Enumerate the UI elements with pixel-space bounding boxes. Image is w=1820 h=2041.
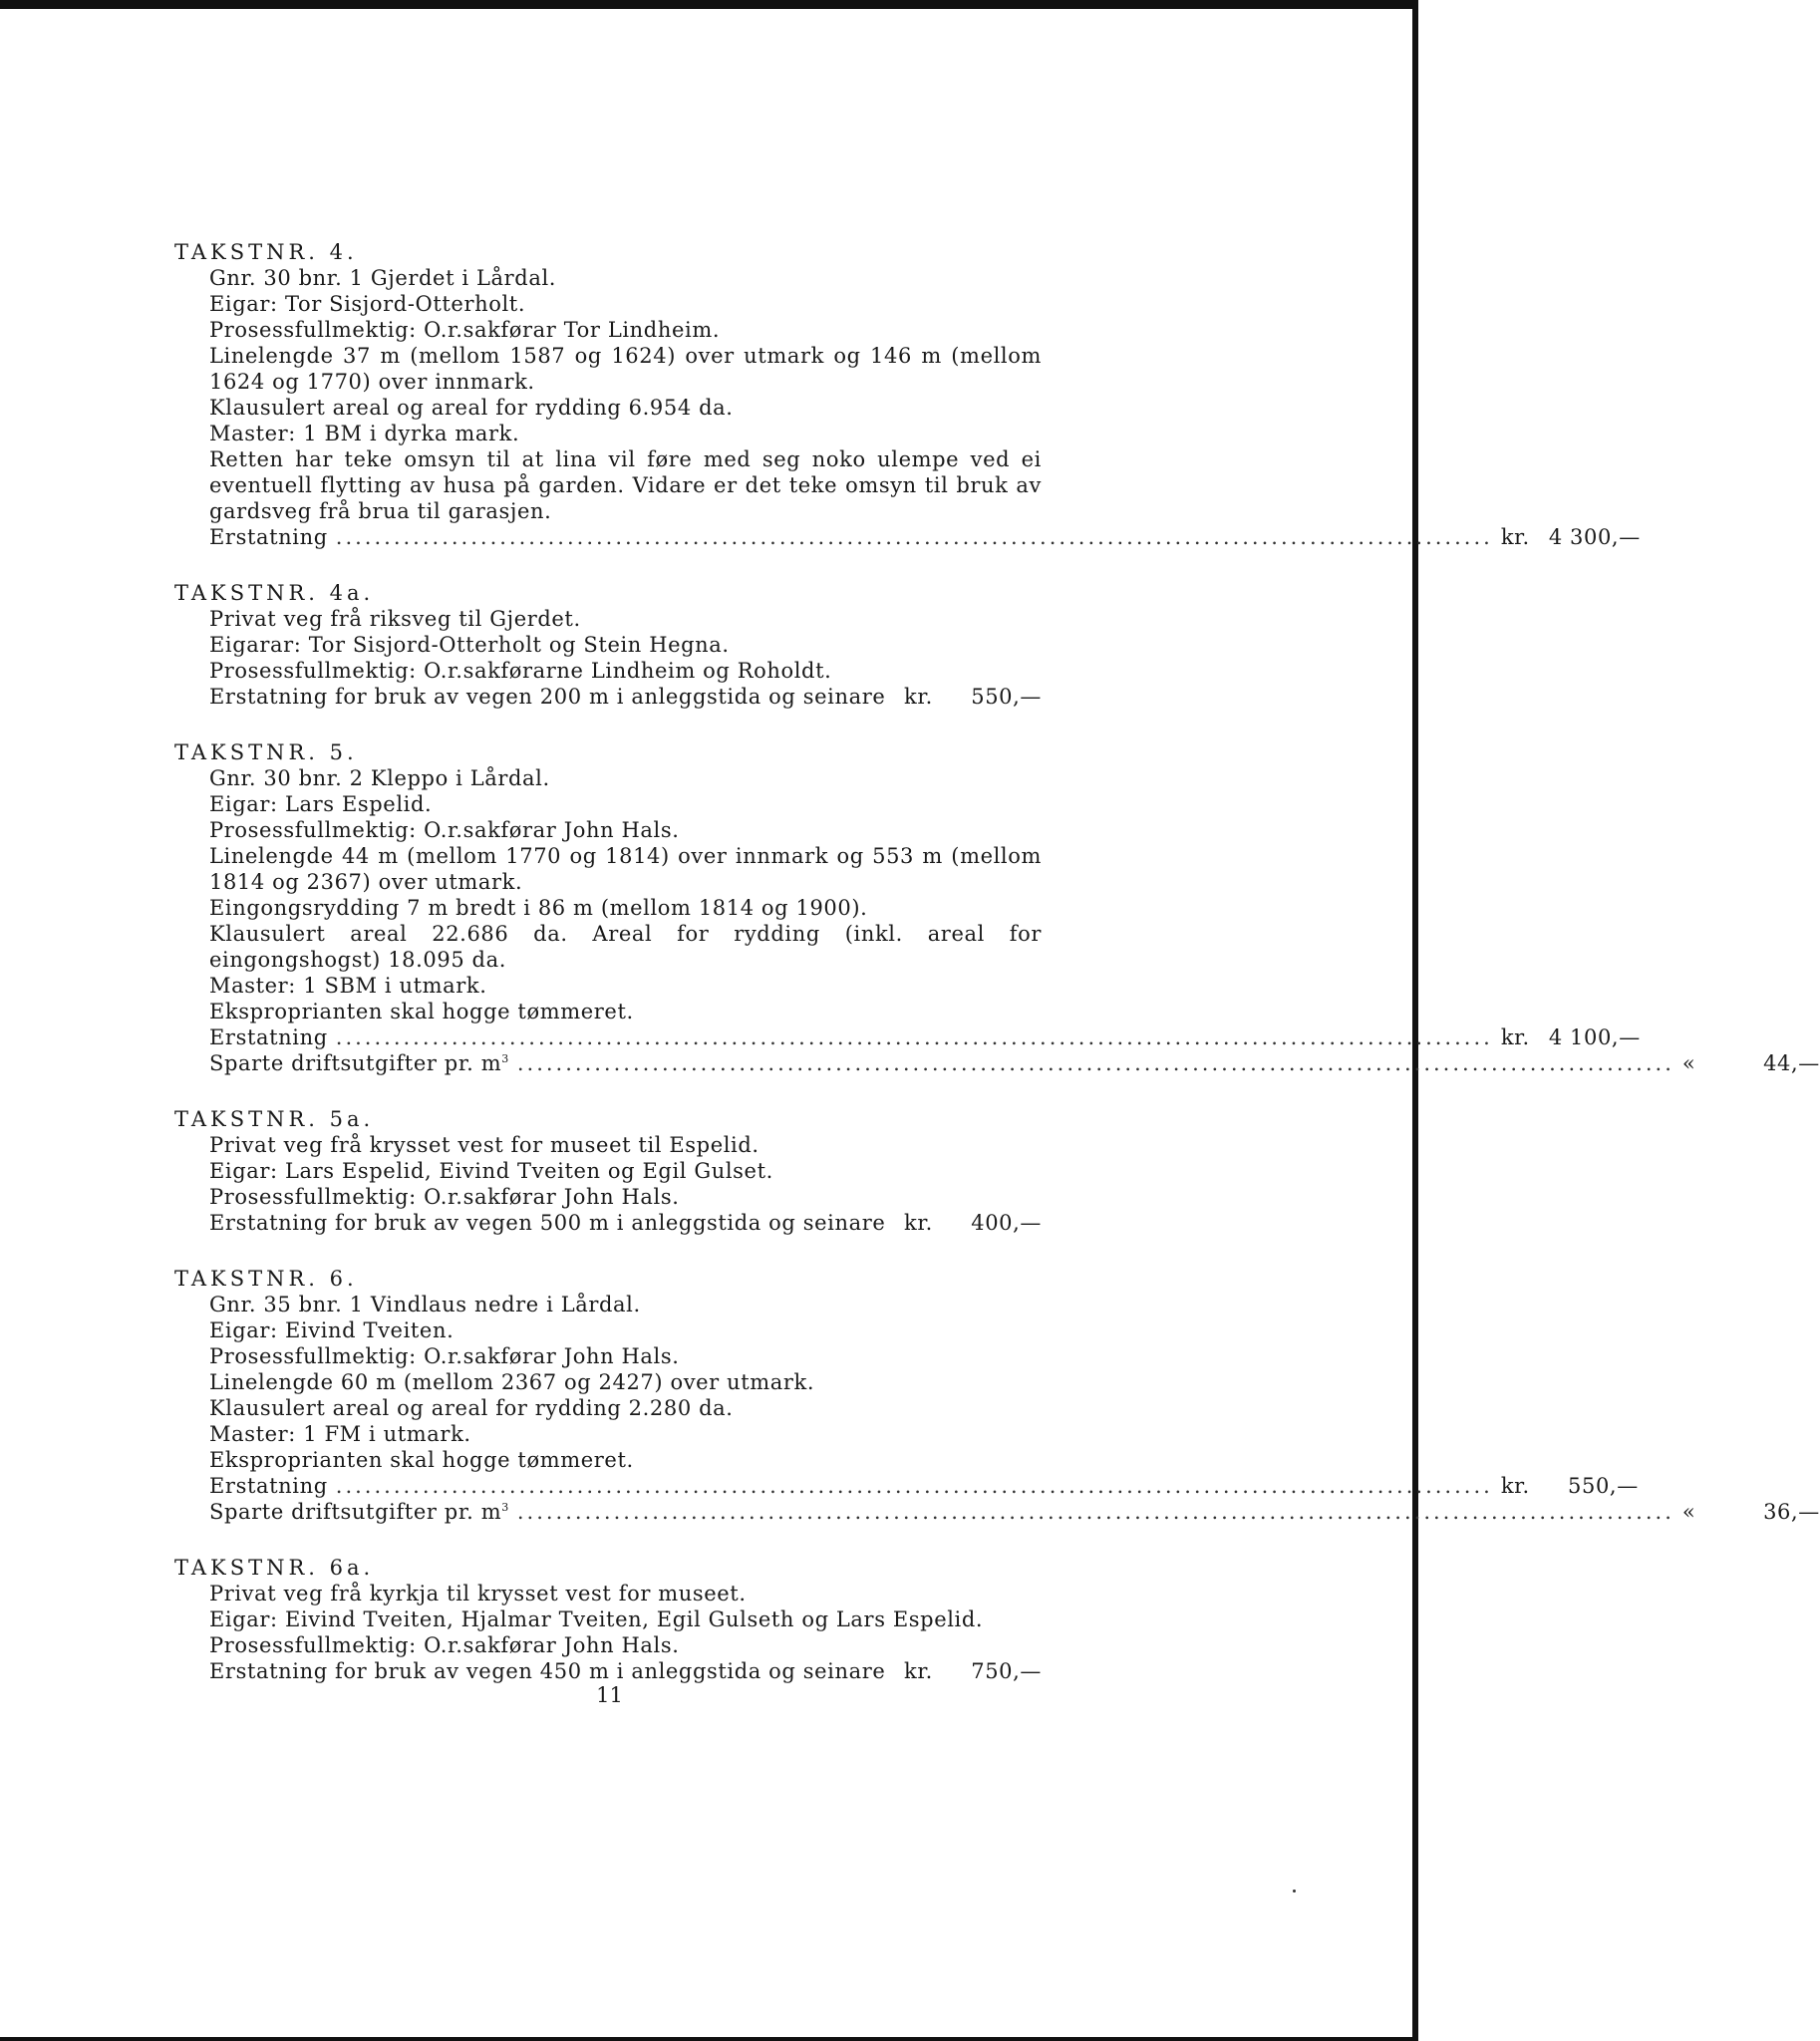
currency-unit: kr. xyxy=(904,1659,933,1683)
entry-label-text: Erstatning for bruk av vegen 450 m i anleggstida og seinare xyxy=(209,1659,886,1683)
text-line: Eigar: Eivind Tveiten, Hjalmar Tveiten, Egil Gulseth og Lars Espelid. xyxy=(209,1607,984,1631)
entry-label xyxy=(209,684,885,710)
dot-leader: ........................................................................................................................ xyxy=(516,1500,1674,1524)
text-line: Prosessfullmektig: O.r.sakførar Tor Lindheim. xyxy=(209,318,721,342)
section-body xyxy=(174,1581,1042,1684)
text-line: Eigar: Lars Espelid, Eivind Tveiten og Egil Gulset. xyxy=(209,1159,773,1183)
text-line: Linelengde 44 m (mellom 1770 og 1814) over innmark og 553 m (mellom 1814 og 2367) over utmark. xyxy=(209,844,1042,894)
section-body xyxy=(174,765,1820,1076)
takst-section xyxy=(174,580,1042,710)
entry-label-text: Sparte driftsutgifter pr. m xyxy=(209,1051,502,1075)
section-heading: TAKSTNR. 5a. xyxy=(174,1107,375,1131)
section-heading: TAKSTNR. 5. xyxy=(174,740,358,764)
text-line: Gnr. 35 bnr. 1 Vindlaus nedre i Lårdal. xyxy=(209,1293,641,1316)
text-line: Eigarar: Tor Sisjord-Otterholt og Stein Hegna. xyxy=(209,633,730,657)
compensation-entry xyxy=(209,1499,1820,1525)
section-body xyxy=(174,1132,1042,1236)
takst-section xyxy=(174,239,1641,550)
scan-bottom-border xyxy=(0,2037,1418,2041)
entry-label-text: Erstatning xyxy=(209,1474,328,1498)
entry-label-text: Erstatning for bruk av vegen 200 m i anleggstida og seinare xyxy=(209,685,886,709)
currency-unit: kr. xyxy=(904,1211,933,1235)
text-line: Klausulert areal og areal for rydding 6.954 da. xyxy=(209,396,734,420)
text-line: Linelengde 37 m (mellom 1587 og 1624) over utmark og 146 m (mellom 1624 og 1770) over innmark. xyxy=(209,344,1042,394)
text-line: Prosessfullmektig: O.r.sakførar John Hals. xyxy=(209,1633,680,1657)
entry-label xyxy=(209,1473,328,1499)
section-heading: TAKSTNR. 6a. xyxy=(174,1556,375,1580)
amount-value: 4 300,— xyxy=(1548,525,1641,549)
compensation-entry xyxy=(209,524,1641,550)
entry-label xyxy=(209,1658,885,1684)
text-line: Master: 1 BM i dyrka mark. xyxy=(209,422,520,445)
text-line: Linelengde 60 m (mellom 2367 og 2427) over utmark. xyxy=(209,1370,815,1394)
currency-unit: kr. xyxy=(1500,1474,1530,1498)
text-line: Retten har teke omsyn til at lina vil føre med seg noko ulempe ved ei eventuell flytting av husa på garden. Vidare er det teke omsyn til bruk av gardsveg frå brua til garasjen. xyxy=(209,447,1042,523)
page-number: 11 xyxy=(596,1683,623,1707)
text-line: Eksproprianten skal hogge tømmeret. xyxy=(209,1000,634,1023)
section-body xyxy=(174,265,1641,550)
takst-section xyxy=(174,739,1820,1076)
text-line: Eigar: Lars Espelid. xyxy=(209,792,433,816)
entry-label xyxy=(209,1050,509,1076)
text-line: Klausulert areal og areal for rydding 2.280 da. xyxy=(209,1396,734,1420)
text-line: Eigar: Eivind Tveiten. xyxy=(209,1318,455,1342)
unit-superscript: 3 xyxy=(501,1501,509,1514)
text-line: Master: 1 FM i utmark. xyxy=(209,1422,471,1446)
scan-right-border xyxy=(1412,0,1418,2041)
text-line: Eingongsrydding 7 m bredt i 86 m (mellom 1814 og 1900). xyxy=(209,896,868,920)
takst-section xyxy=(174,1266,1820,1525)
text-line: Prosessfullmektig: O.r.sakførar John Hals. xyxy=(209,1344,680,1368)
amount-value: 750,— xyxy=(971,1659,1042,1683)
road-compensation-entry xyxy=(209,1658,1042,1684)
scan-speck xyxy=(1293,1890,1296,1893)
compensation-entry xyxy=(209,1473,1639,1499)
amount-value: 4 100,— xyxy=(1548,1025,1641,1049)
road-compensation-entry xyxy=(209,1210,1042,1236)
text-line: Privat veg frå krysset vest for museet til Espelid. xyxy=(209,1133,759,1157)
text-line: Privat veg frå kyrkja til krysset vest for museet. xyxy=(209,1582,747,1605)
scan-top-border xyxy=(0,0,1418,9)
dot-leader: ........................................................................................................................ xyxy=(335,1474,1493,1498)
text-line: Eigar: Tor Sisjord-Otterholt. xyxy=(209,292,526,316)
amount-value: 400,— xyxy=(971,1211,1042,1235)
currency-unit: « xyxy=(1681,1051,1696,1075)
amount-value: 550,— xyxy=(1568,1474,1639,1498)
entry-label-text: Erstatning xyxy=(209,1025,328,1049)
section-heading: TAKSTNR. 4a. xyxy=(174,581,375,605)
entry-label xyxy=(209,1499,509,1525)
currency-unit: kr. xyxy=(904,685,933,709)
dot-leader: ........................................................................................................................ xyxy=(516,1051,1674,1075)
text-line: Klausulert areal 22.686 da. Areal for rydding (inkl. areal for eingongshogst) 18.095 da. xyxy=(209,922,1042,972)
amount-value: 36,— xyxy=(1763,1500,1820,1524)
road-compensation-entry xyxy=(209,684,1042,710)
entry-label xyxy=(209,1024,328,1050)
takst-section xyxy=(174,1555,1042,1684)
entry-label-text: Erstatning xyxy=(209,525,328,549)
section-heading: TAKSTNR. 6. xyxy=(174,1267,358,1291)
currency-unit: kr. xyxy=(1500,525,1530,549)
text-line: Gnr. 30 bnr. 2 Kleppo i Lårdal. xyxy=(209,766,550,790)
takst-section xyxy=(174,1106,1042,1236)
text-line: Prosessfullmektig: O.r.sakførarne Lindheim og Roholdt. xyxy=(209,659,832,683)
text-line: Privat veg frå riksveg til Gjerdet. xyxy=(209,607,581,631)
text-line: Prosessfullmektig: O.r.sakførar John Hals. xyxy=(209,818,680,842)
dot-leader: ........................................................................................................................ xyxy=(335,525,1493,549)
compensation-entry xyxy=(209,1024,1641,1050)
entry-label xyxy=(209,1210,885,1236)
currency-unit: kr. xyxy=(1500,1025,1530,1049)
entry-label-text: Erstatning for bruk av vegen 500 m i anleggstida og seinare xyxy=(209,1211,886,1235)
amount-value: 550,— xyxy=(971,685,1042,709)
section-body xyxy=(174,1292,1820,1525)
unit-superscript: 3 xyxy=(501,1052,509,1065)
currency-unit: « xyxy=(1681,1500,1696,1524)
text-line: Prosessfullmektig: O.r.sakførar John Hals. xyxy=(209,1185,680,1209)
section-body xyxy=(174,606,1042,710)
entry-label-text: Sparte driftsutgifter pr. m xyxy=(209,1500,502,1524)
section-heading: TAKSTNR. 4. xyxy=(174,240,358,264)
text-line: Gnr. 30 bnr. 1 Gjerdet i Lårdal. xyxy=(209,266,557,290)
entry-label xyxy=(209,524,328,550)
document-body xyxy=(174,239,1820,1714)
text-line: Master: 1 SBM i utmark. xyxy=(209,974,487,998)
dot-leader: ........................................................................................................................ xyxy=(335,1025,1493,1049)
compensation-entry xyxy=(209,1050,1820,1076)
text-line: Eksproprianten skal hogge tømmeret. xyxy=(209,1448,634,1472)
amount-value: 44,— xyxy=(1763,1051,1820,1075)
